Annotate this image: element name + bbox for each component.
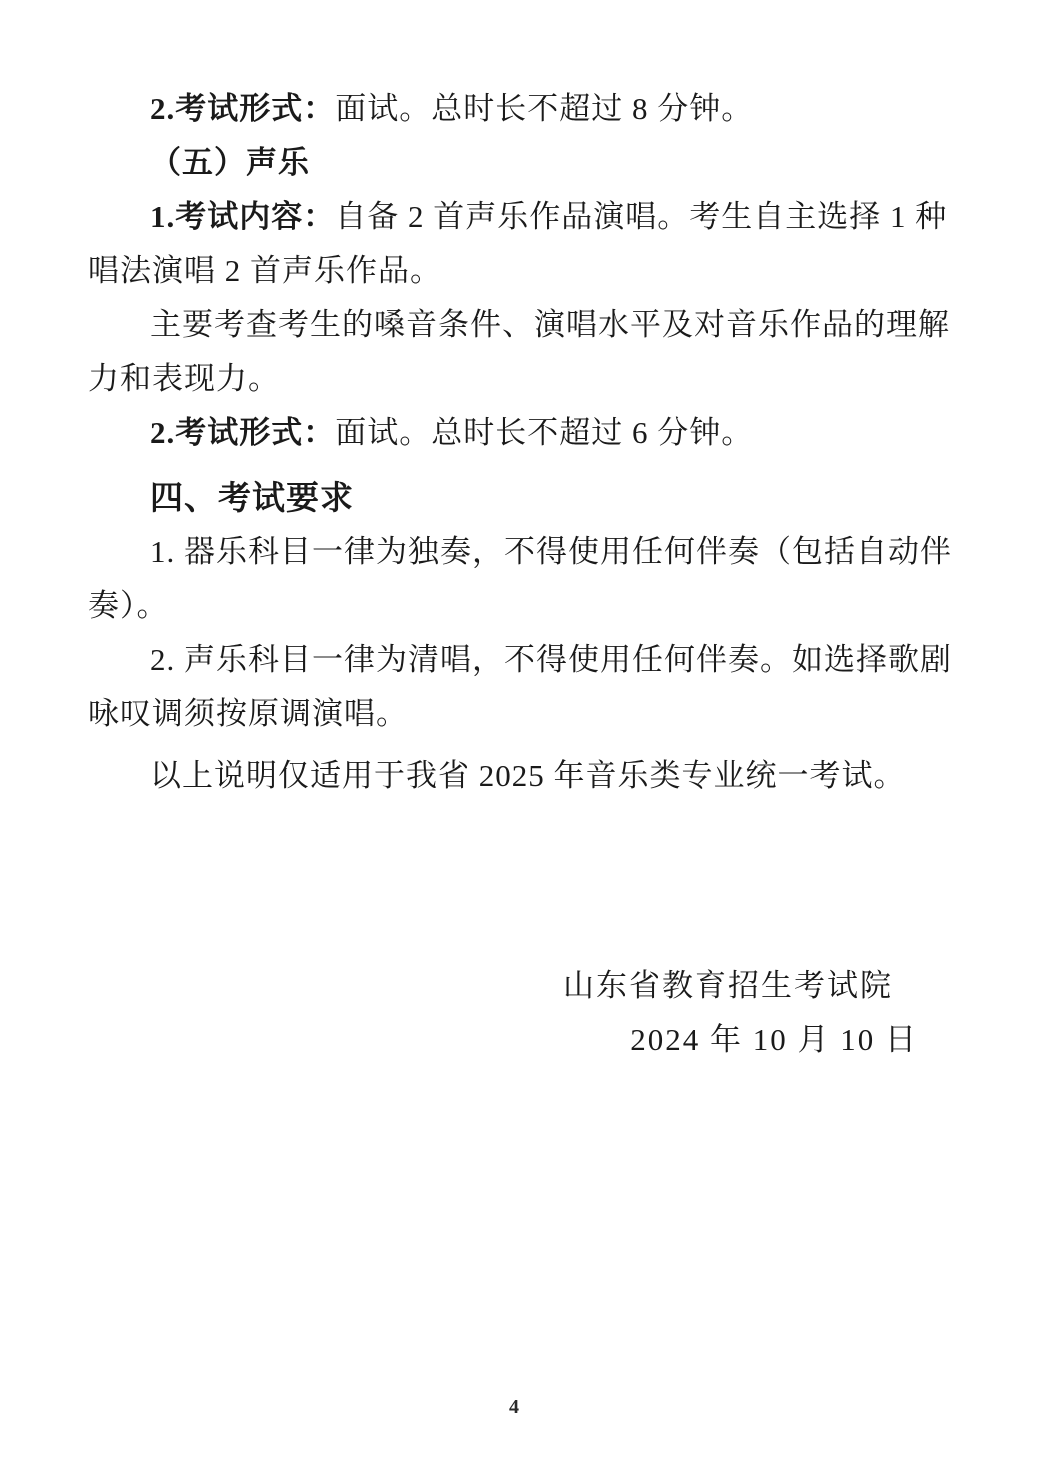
section-heading-requirements: 四、考试要求 — [150, 479, 354, 516]
exam-format-label: 2.考试形式： — [150, 91, 336, 126]
exam-content-continuation: 唱法演唱 2 首声乐作品。 — [88, 253, 442, 288]
requirement-item-2: 2. 声乐科目一律为清唱，不得使用任何伴奏。如选择歌剧 — [150, 642, 952, 677]
exam-format-text-2: 面试。总时长不超过 6 分钟。 — [335, 415, 754, 450]
requirement-item-1: 1. 器乐科目一律为独奏，不得使用任何伴奏（包括自动伴 — [150, 534, 952, 569]
requirement-item-2-continuation: 咏叹调须按原调演唱。 — [88, 696, 408, 731]
assessment-focus-continuation: 力和表现力。 — [88, 361, 280, 396]
subsection-heading-label: （五）声乐 — [150, 145, 310, 180]
signature-block — [88, 959, 940, 1067]
page-number: 4 — [509, 1396, 519, 1418]
signature-organization: 山东省教育招生考试院 — [563, 968, 893, 1003]
requirement-item-1-continuation: 奏）。 — [88, 588, 169, 623]
subsection-heading-vocal — [88, 136, 940, 190]
exam-format-line-1 — [88, 82, 940, 136]
exam-content-text: 自备 2 首声乐作品演唱。考生自主选择 1 种 — [335, 199, 948, 234]
exam-format-text: 面试。总时长不超过 8 分钟。 — [335, 91, 754, 126]
signature-date: 2024 年 10 月 10 日 — [630, 1022, 918, 1057]
closing-note: 以上说明仅适用于我省 2025 年音乐类专业统一考试。 — [150, 758, 906, 793]
assessment-focus-line: 主要考查考生的嗓音条件、演唱水平及对音乐作品的理解 — [150, 307, 950, 342]
exam-content-label: 1.考试内容： — [150, 199, 336, 234]
exam-format-label-2: 2.考试形式： — [150, 415, 336, 450]
exam-content-line — [88, 190, 948, 244]
exam-format-line-2 — [88, 406, 940, 460]
